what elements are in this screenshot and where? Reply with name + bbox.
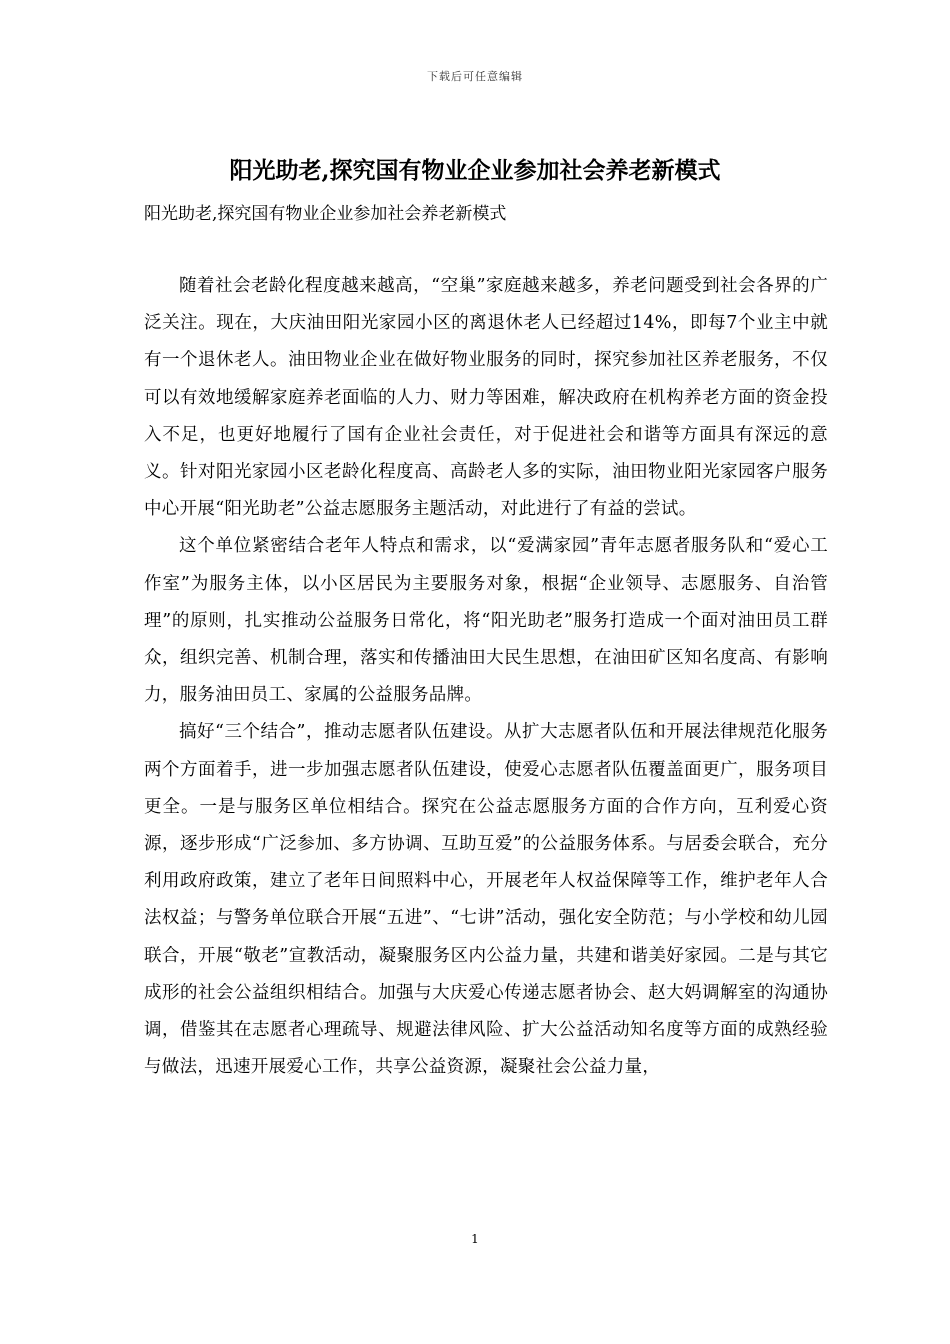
document-subtitle: 阳光助老,探究国有物业企业参加社会养老新模式 [144, 204, 507, 224]
paragraph-3: 搞好“三个结合”，推动志愿者队伍建设。从扩大志愿者队伍和开展法律规范化服务两个方面着手，进一步加强志愿者队伍建设，使爱心志愿者队伍覆盖面更广，服务项目更全。一是与服务区单位相结合。探究在公益志愿服务方面的合作方向，互利爱心资源，逐步形成“广泛参加、多方协调、互助互爱”的公益服务体系。与居委会联合，充分利用政府政策，建立了老年日间照料中心，开展老年人权益保障等工作，维护老年人合法权益；与警务单位联合开展“五进”、“七讲”活动，强化安全防范；与小学校和幼儿园联合，开展“敬老”宣教活动，凝聚服务区内公益力量，共建和谐美好家园。二是与其它成形的社会公益组织相结合。加强与大庆爱心传递志愿者协会、赵大妈调解室的沟通协调，借鉴其在志愿者心理疏导、规避法律风险、扩大公益活动知名度等方面的成熟经验与做法，迅速开展爱心工作，共享公益资源，凝聚社会公益力量， [144, 722, 828, 1078]
paragraph-2: 这个单位紧密结合老年人特点和需求，以“爱满家园”青年志愿者服务队和“爱心工作室”为服务主体，以小区居民为主要服务对象，根据“企业领导、志愿服务、自治管理”的原则，扎实推动公益服务日常化，将“阳光助老”服务打造成一个面对油田员工群众，组织完善、机制合理，落实和传播油田大民生思想，在油田矿区知名度高、有影响力，服务油田员工、家属的公益服务品牌。 [144, 536, 828, 706]
body-text [144, 268, 828, 1086]
page-number: 1 [471, 1232, 479, 1246]
paragraph-1: 随着社会老龄化程度越来越高，“空巢”家庭越来越多，养老问题受到社会各界的广泛关注。现在，大庆油田阳光家园小区的离退休老人已经超过14%，即每7个业主中就有一个退休老人。油田物业企业在做好物业服务的同时，探究参加社区养老服务，不仅可以有效地缓解家庭养老面临的人力、财力等困难，解决政府在机构养老方面的资金投入不足，也更好地履行了国有企业社会责任，对于促进社会和谐等方面具有深远的意义。针对阳光家园小区老龄化程度高、高龄老人多的实际，油田物业阳光家园客户服务中心开展“阳光助老”公益志愿服务主题活动，对此进行了有益的尝试。 [144, 276, 828, 520]
header-note: 下载后可任意编辑 [427, 70, 523, 83]
document-title: 阳光助老,探究国有物业企业参加社会养老新模式 [229, 157, 721, 184]
